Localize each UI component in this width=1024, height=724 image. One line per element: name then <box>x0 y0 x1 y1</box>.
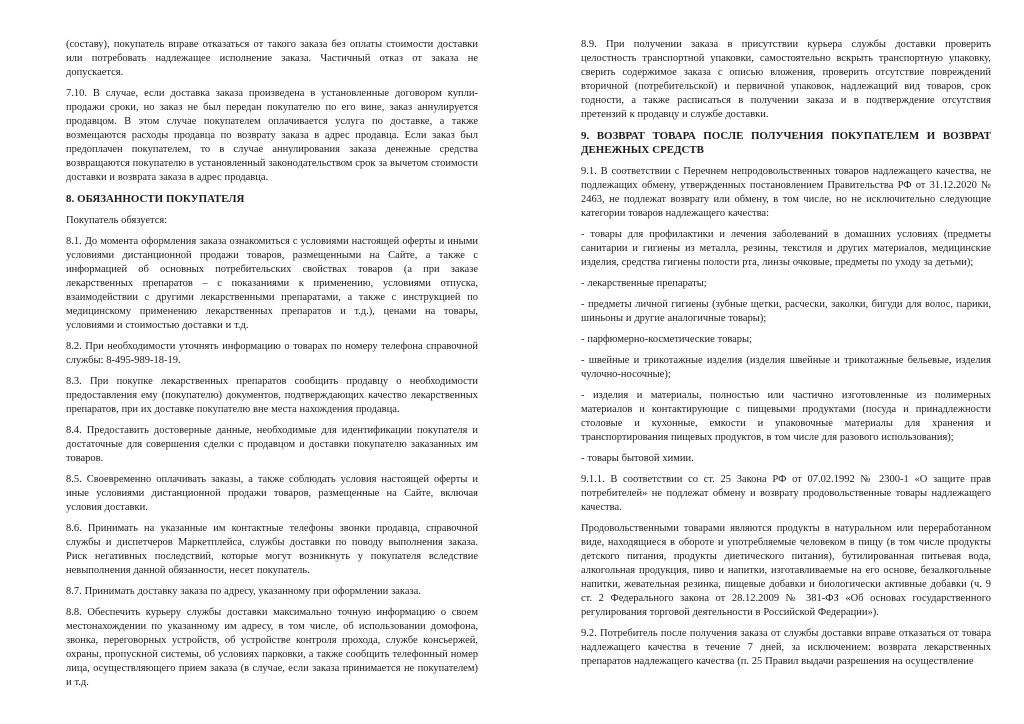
paragraph: 9.1. В соответствии с Перечнем непродовольственных товаров надлежащего качества, не подлежащих обмену, утвержденных постановлением Правительства РФ от 31.12.2020 № 2463, не подлежат возврату или обмену, в том числе, но не исключительно следующие категории товаров надлежащего качества: <box>581 166 991 219</box>
paragraph: 8.8. Обеспечить курьеру службы доставки максимально точную информацию о своем местонахождении по указанному им адресу, в том числе, об использовании домофона, звонка, переговорных устройств, об устройстве контроля прохода, службе консьержей, охраны, пропускной системы, об условиях парковки, а также сообщить телефонный номер лица, осуществляющего прием заказа (в случае, если заказа принимается не покупателем) и т.д. <box>66 607 478 688</box>
paragraph: 8.2. При необходимости уточнять информацию о товарах по номеру телефона справочной службы: 8-495-989-18-19. <box>66 341 478 366</box>
list-item: - лекарственные препараты; <box>581 278 707 289</box>
paragraph: 7.10. В случае, если доставка заказа произведена в установленные договором купли-продажи сроки, но заказ не был передан покупателю по его вине, заказ аннулируется продавцом. В этом случае покупателем оплачивается услуга по доставке, а также возмещаются расходы продавца по возврату заказа в адрес продавца. Если заказ был предоплачен покупателем, то в случае аннулирования заказа денежные средства возвращаются покупателю в установленный законодательством срок за вычетом стоимости доставки и возврата заказа в адрес продавца. <box>66 88 478 183</box>
list-item: - товары бытовой химии. <box>581 453 694 464</box>
list-item: - изделия и материалы, полностью или частично изготовленные из полимерных материалов и контактирующие с пищевыми продуктами (посуда и принадлежности столовые и кухонные, емкости и упаковочные материалы для хранения и транспортирования пищевых продуктов, в том числе для разового использования); <box>581 390 991 443</box>
list-item: - швейные и трикотажные изделия (изделия швейные и трикотажные бельевые, изделия чулочно-носочные); <box>581 355 991 380</box>
section-heading: 8. ОБЯЗАННОСТИ ПОКУПАТЕЛЯ <box>66 193 245 205</box>
paragraph: Продовольственными товарами являются продукты в натуральном или переработанном виде, находящиеся в обороте и употребляемые человеком в пищу (в том числе продукты детского питания, продукты диетического питания), бутилированная питьевая вода, алкогольная продукция, пиво и напитки, изготавливаемые на его основе, безалкогольные напитки, жевательная резинка, пищевые добавки и биологически активные добавки (ч. 9 ст. 2 Федерального закона от 28.12.2009 № 381-ФЗ «Об основах государственного регулирования торговой деятельности в Российской Федерации»). <box>581 523 991 618</box>
paragraph: 8.7. Принимать доставку заказа по адресу, указанному при оформлении заказа. <box>66 586 421 597</box>
paragraph: 8.9. При получении заказа в присутствии курьера службы доставки проверить целостность транспортной упаковки, самостоятельно вскрыть транспортную упаковку, сверить содержимое заказа с описью вложения, проверить отсутствие повреждений вторичной (потребительской) и первичной упаковок, надлежащий вид товаров, срок годности, а также расписаться в получении заказа и в подтверждение отсутствия претензий к продавцу и службе доставки. <box>581 39 991 120</box>
document-right-column <box>581 38 991 669</box>
paragraph: Покупатель обязуется: <box>66 215 168 226</box>
document-left-column <box>66 38 478 690</box>
paragraph: 8.3. При покупке лекарственных препаратов сообщить продавцу о необходимости предоставления ему (покупателю) документов, подтверждающих качество лекарственных препаратов, при их доставке покупателю вне места нахождения продавца. <box>66 376 478 415</box>
paragraph: (составу), покупатель вправе отказаться от такого заказа без оплаты стоимости доставки или потребовать надлежащее исполнение заказа. Частичный отказ от заказа не допускается. <box>66 39 478 78</box>
paragraph: 8.4. Предоставить достоверные данные, необходимые для идентификации покупателя и достаточные для совершения сделки с продавцом и доставки покупателю заказанных им товаров. <box>66 425 478 464</box>
paragraph: 8.5. Своевременно оплачивать заказы, а также соблюдать условия настоящей оферты и иные условиями дистанционной продажи товаров, размещенные на Сайте, включая условия доставки. <box>66 474 478 513</box>
paragraph: 9.1.1. В соответствии со ст. 25 Закона РФ от 07.02.1992 № 2300-1 «О защите прав потребителей» не подлежат обмену и возврату продовольственные товары надлежащего качества. <box>581 474 991 513</box>
section-heading: 9. ВОЗВРАТ ТОВАРА ПОСЛЕ ПОЛУЧЕНИЯ ПОКУПАТЕЛЕМ И ВОЗВРАТ ДЕНЕЖНЫХ СРЕДСТВ <box>581 130 991 156</box>
list-item: - товары для профилактики и лечения заболеваний в домашних условиях (предметы санитарии и гигиены из металла, резины, текстиля и других материалов, медицинские изделия, средства гигиены полости рта, линзы очковые, предметы по уходу за детьми); <box>581 229 991 268</box>
list-item: - парфюмерно-косметические товары; <box>581 334 753 345</box>
paragraph: 8.1. До момента оформления заказа ознакомиться с условиями настоящей оферты и иными условиями дистанционной продажи товаров, размещенными на Сайте, а также с информацией об основных потребительских свойствах товаров (а при заказе лекарственных препаратов – с показаниями к применению, условиями отпуска, взаимодействии с другими лекарственными препаратами, а также с инструкцией по медицинскому применению лекарственных препаратов и т.д.), ценами на товары, условиями и стоимостью доставки и т.д. <box>66 236 478 331</box>
paragraph: 9.2. Потребитель после получения заказа от службы доставки вправе отказаться от товара надлежащего качества в течение 7 дней, за исключением: возврата лекарственных препаратов надлежащего качества (п. 25 Правил выдачи разрешения на осуществление <box>581 628 991 667</box>
paragraph: 8.6. Принимать на указанные им контактные телефоны звонки продавца, справочной службы и диспетчеров Маркетплейса, службы доставки по поводу выполнения заказа. Риск негативных последствий, которые могут возникнуть у покупателя вследствие невыполнения данной обязанности, несет покупатель. <box>66 523 478 576</box>
list-item: - предметы личной гигиены (зубные щетки, расчески, заколки, бигуди для волос, парики, шиньоны и другие аналогичные товары); <box>581 299 991 324</box>
